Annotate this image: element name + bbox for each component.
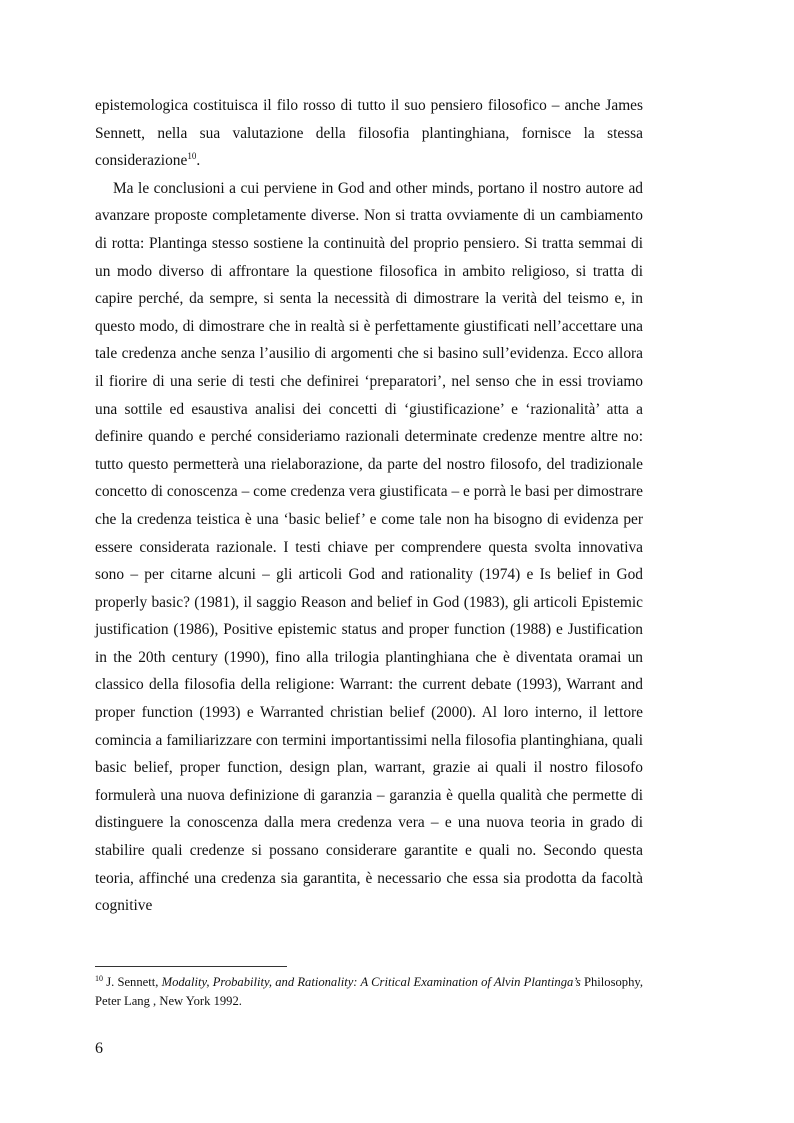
footnote-reference[interactable]: 10 [187, 151, 197, 162]
page-body [95, 92, 643, 920]
paragraph-1 [95, 92, 643, 175]
footnote-divider [95, 966, 287, 967]
main-text [95, 92, 643, 920]
paragraph-1-end: . [196, 152, 201, 170]
page-number: 6 [95, 1040, 103, 1057]
footnote-author: J. Sennett, [103, 975, 162, 989]
footnote-publication: Philosophy, Peter Lang , New York 1992. [95, 975, 643, 1008]
paragraph-2: Ma le conclusioni a cui perviene in God and other minds, portano il nostro autore ad avanzare proposte completamente diverse. Non si tratta ovviamente di un cambiamento di rotta: Plantinga stesso sostiene la continuità del proprio pensiero. Si tratta semmai di un modo diverso di affrontare la questione filosofica in ambito religioso, si tratta di capire perché, da sempre, si senta la necessità di dimostrare la verità del teismo e, in questo modo, di dimostrare che in realtà si è perfettamente giustificati nell’accettare una tale credenza anche senza l’ausilio di argomenti che si basino sull’evidenza. Ecco allora il fiorire di una serie di testi che definirei ‘preparatori’, nel senso che in essi troviamo una sottile ed esaustiva analisi dei concetti di ‘giustificazione’ e ‘razionalità’ atta a definire quando e perché consideriamo razionali determinate credenze mentre altre no: tutto questo permetterà una rielaborazione, da parte del nostro filosofo, del tradizionale concetto di conoscenza – come credenza vera giustificata – e porrà le basi per dimostrare che la credenza teistica è una ‘basic belief’ e come tale non ha bisogno di evidenza per essere considerata razionale. I testi chiave per comprendere questa svolta innovativa sono – per citarne alcuni – gli articoli God and rationality (1974) e Is belief in God properly basic? (1981), il saggio Reason and belief in God (1983), gli articoli Epistemic justification (1986), Positive epistemic status and proper function (1988) e Justification in the 20th century (1990), fino alla trilogia plantinghiana che è diventata oramai un classico della filosofia della religione: Warrant: the current debate (1993), Warrant and proper function (1993) e Warranted christian belief (2000). Al loro interno, il lettore comincia a familiarizzare con termini importantissimi nella filosofia plantinghiana, quali basic belief, proper function, design plan, warrant, grazie ai quali il nostro filosofo formulerà una nuova definizione di garanzia – garanzia è quella qualità che permette di distinguere la conoscenza dalla mera credenza vera – e una nuova teoria in grado di stabilire quali credenze si possano considerare garantite e quali no. Secondo questa teoria, affinché una credenza sia garantita, è necessario che essa sia prodotta da facoltà cognitive [95, 179, 643, 915]
footnote-10 [95, 973, 643, 1011]
footnote-number: 10 [95, 973, 103, 983]
paragraph-1-text: epistemologica costituisca il filo rosso di tutto il suo pensiero filosofico – anche James Sennett, nella sua valutazione della filosofia plantinghiana, fornisce la stessa considerazione [95, 97, 643, 170]
footnote-title: Modality, Probability, and Rationality: A Critical Examination of Alvin Plantinga’s [161, 975, 581, 989]
